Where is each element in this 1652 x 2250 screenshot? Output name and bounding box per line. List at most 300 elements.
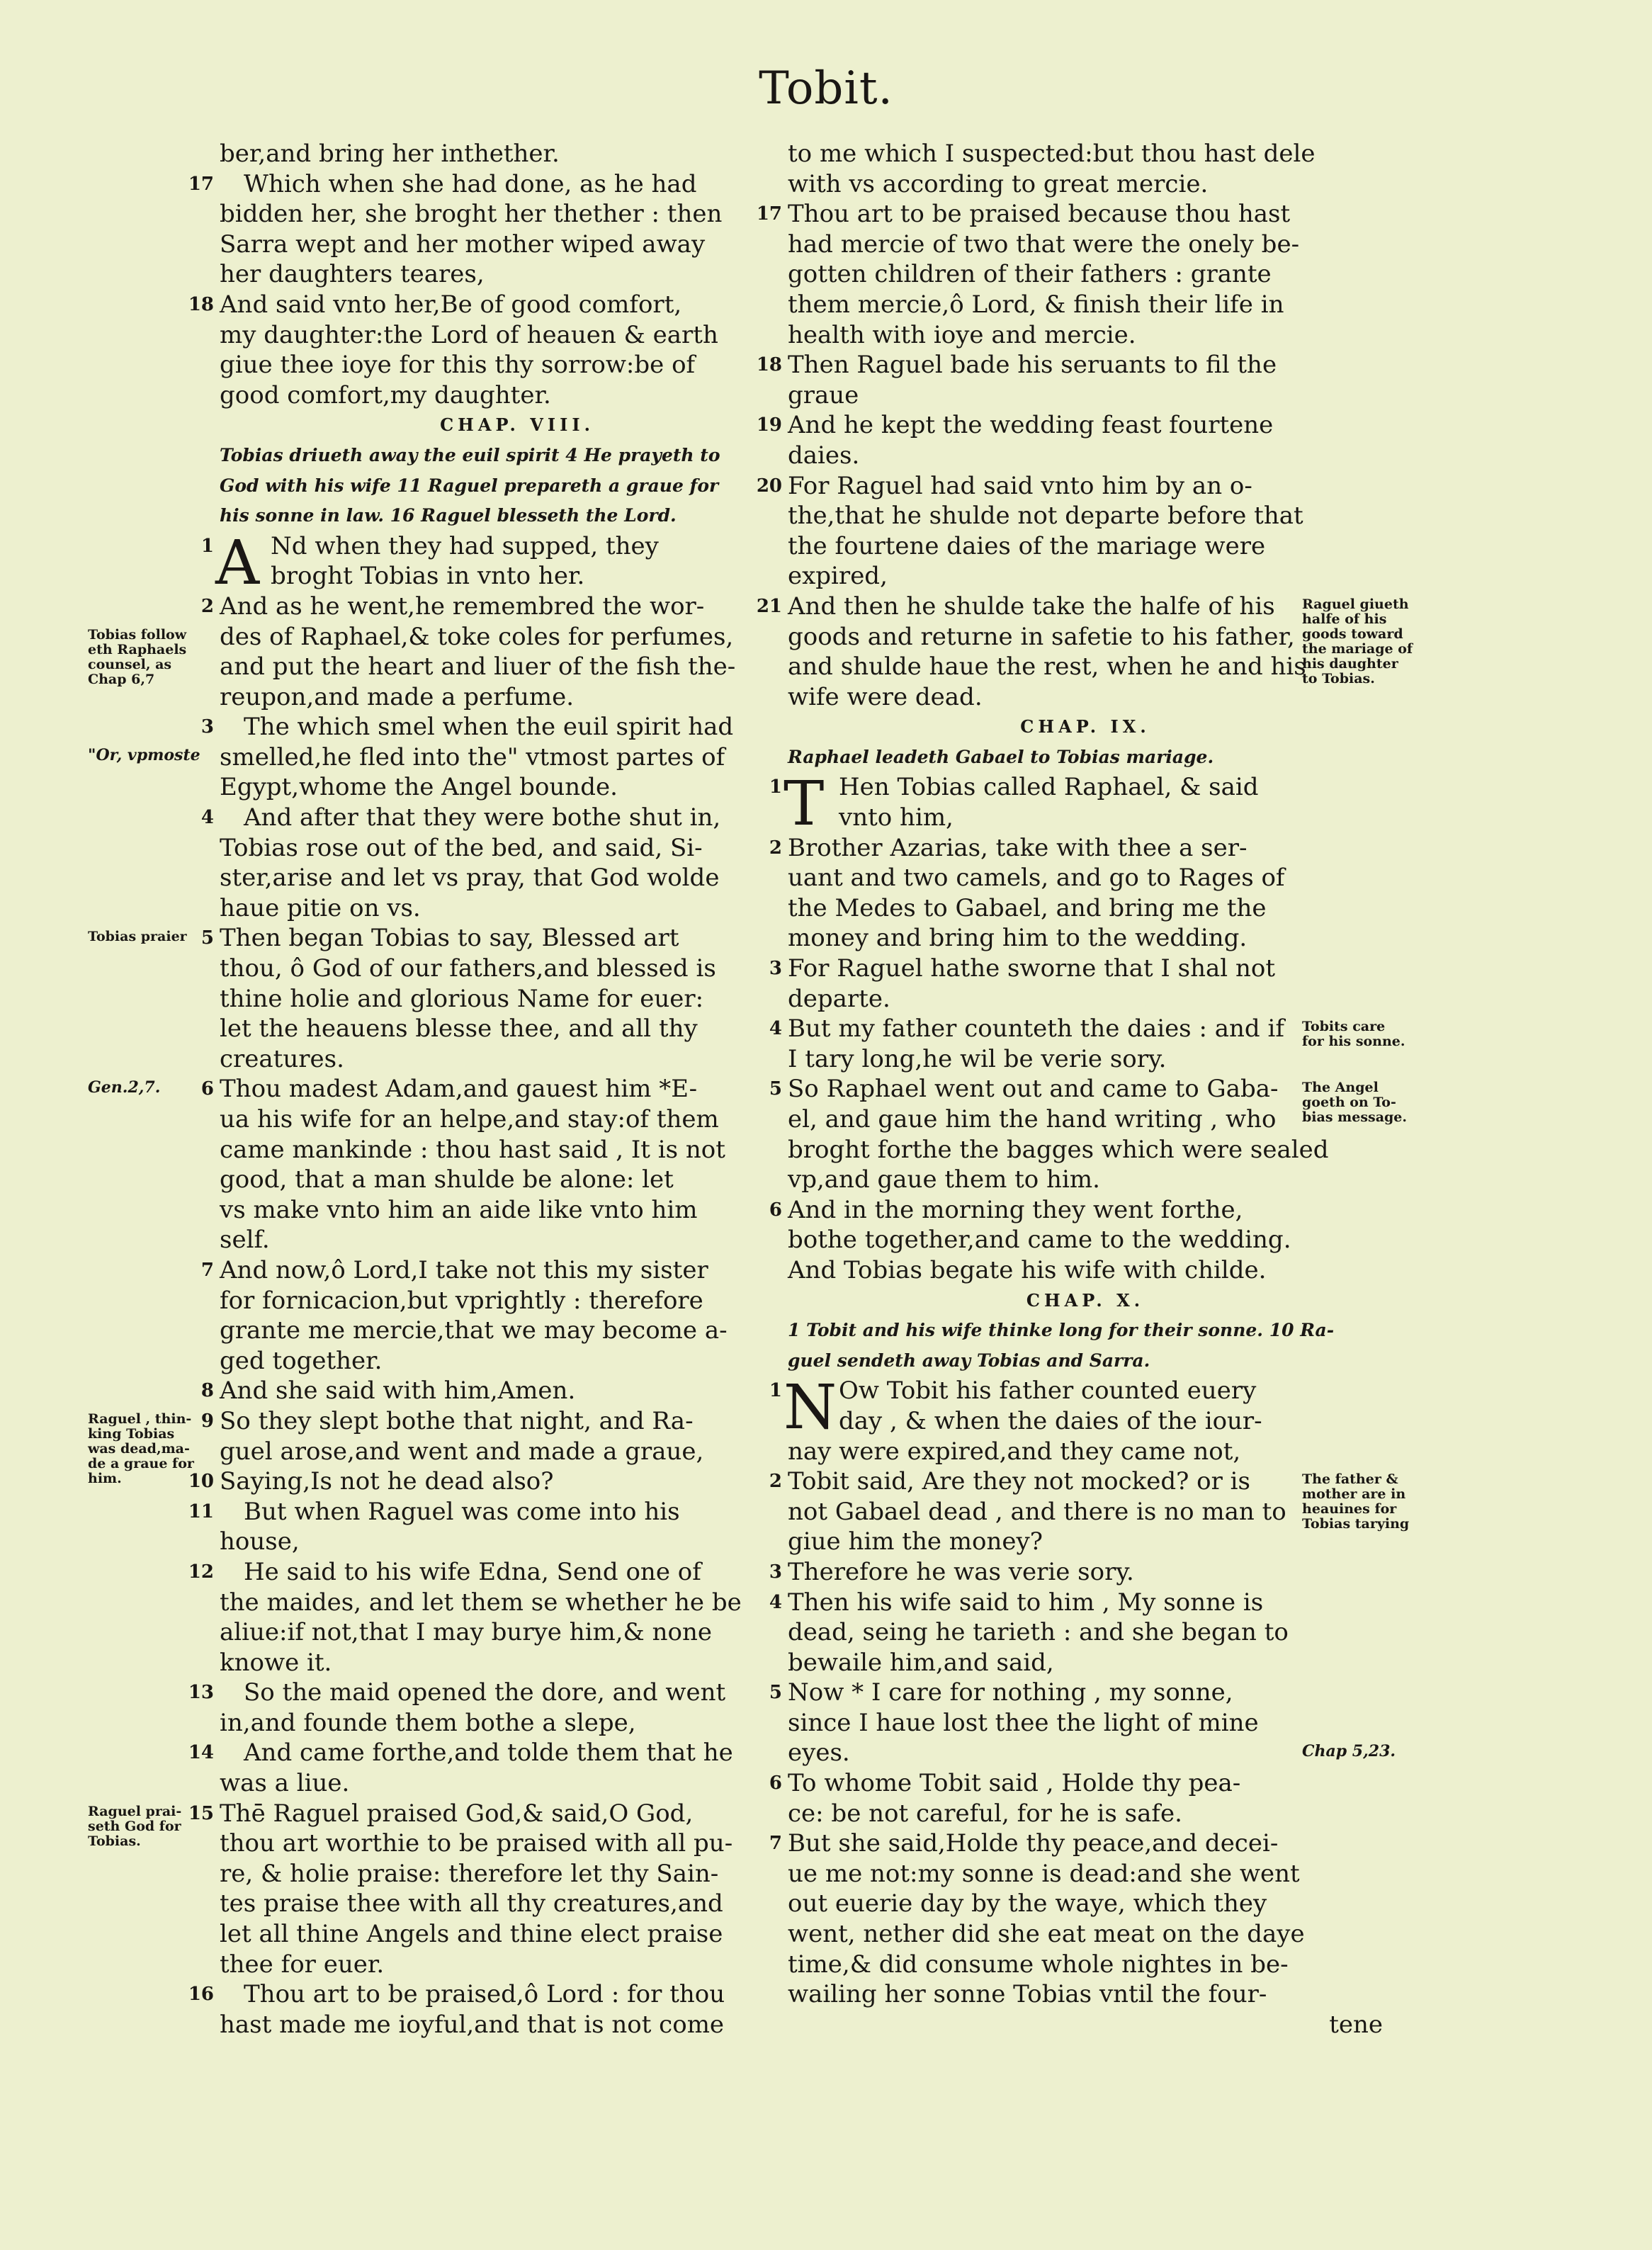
line-text: day , & when the daies of the iour-: [839, 1406, 1262, 1435]
text-line: [200, 712, 815, 742]
verse-number: 17: [756, 203, 782, 225]
line-text: uant and two camels, and go to Rages of: [788, 864, 1285, 893]
verse-number: 21: [756, 595, 782, 617]
text-line: [788, 441, 1383, 471]
line-text: Thou art to be praised because thou hast: [788, 200, 1291, 229]
text-line: [220, 1859, 815, 1889]
margin-note: [88, 1804, 181, 1849]
verse-number: 20: [756, 475, 782, 497]
margin-note-line: bias message.: [1302, 1109, 1408, 1125]
text-line: [769, 1678, 1383, 1708]
line-text: Sarra wept and her mother wiped away: [220, 230, 706, 259]
margin-note: [1302, 1019, 1405, 1049]
line-text: Tobias driueth away the euil spirit 4 He prayeth to: [220, 444, 720, 465]
line-text: the Medes to Gabael, and bring me the: [788, 893, 1267, 922]
verse-number: 3: [769, 1561, 782, 1583]
text-line: [220, 1708, 815, 1739]
margin-note-line: Tobits care: [1302, 1019, 1386, 1035]
verse-number: 6: [200, 1078, 214, 1100]
text-line: [188, 1979, 815, 2010]
margin-note-line: The Angel: [1302, 1079, 1379, 1095]
text-line: [220, 954, 815, 984]
text-line: [220, 742, 815, 773]
text-line: [220, 1768, 815, 1799]
line-text: graue: [788, 380, 859, 409]
text-line: [788, 1104, 1383, 1135]
line-text: vs make vnto him an aide like vnto him: [220, 1195, 698, 1224]
margin-note-line: for his sonne.: [1302, 1034, 1405, 1050]
line-text: good comfort,my daughter.: [220, 380, 551, 409]
text-line: [788, 1437, 1383, 1467]
chapter-summary-line: [220, 471, 815, 502]
text-line: [756, 592, 1383, 622]
text-line: [788, 1255, 1383, 1286]
text-line: [769, 1074, 1383, 1104]
line-text: Then began Tobias to say, Blessed art: [220, 924, 679, 953]
line-text: eyes.: [788, 1739, 850, 1768]
margin-note-line: Tobias follow: [88, 626, 187, 643]
text-line: [220, 772, 815, 803]
verse-number: 1: [769, 1380, 782, 1402]
line-text: Brother Azarias, take with thee a ser-: [788, 833, 1248, 862]
text-line: [769, 954, 1383, 984]
margin-note: [88, 748, 200, 763]
line-text: Which when she had done, as he had: [244, 169, 697, 198]
text-line: [188, 1557, 815, 1588]
right-text-column: [756, 139, 1383, 2040]
text-line: [788, 1708, 1383, 1739]
verse-number: 14: [188, 1742, 214, 1764]
margin-note-line: Tobias praier: [88, 928, 187, 944]
margin-note-line: counsel, as: [88, 656, 172, 672]
chapter-summary-line: [788, 742, 1383, 773]
line-text: her daughters teares,: [220, 260, 485, 289]
verse-number: 4: [769, 1018, 782, 1040]
line-text: the maides, and let them se whether he be: [220, 1588, 742, 1617]
text-line: [788, 259, 1383, 290]
text-line: [200, 1074, 815, 1104]
line-text: thou, ô God of our fathers,and blessed is: [220, 954, 716, 983]
line-text: So Raphael went out and came to Gaba-: [788, 1075, 1279, 1104]
text-line: [788, 1889, 1383, 1919]
line-text: came mankinde : thou hast said , It is not: [220, 1135, 725, 1164]
text-line: [188, 169, 815, 200]
text-line: [769, 1828, 1383, 1859]
text-line: [220, 1165, 815, 1195]
line-text: And now,ô Lord,I take not this my sister: [220, 1255, 708, 1284]
verse-number: 12: [188, 1561, 214, 1583]
margin-note-line: mother are in: [1302, 1486, 1406, 1503]
text-line: [788, 320, 1383, 351]
text-line: [788, 984, 1383, 1014]
line-text: el, and gaue him the hand writing , who: [788, 1105, 1277, 1134]
line-text: But she said,Holde thy peace,and decei-: [788, 1829, 1279, 1858]
margin-note-line: halfe of his: [1302, 611, 1387, 627]
line-text: And he kept the wedding feast fourtene: [788, 411, 1274, 440]
text-line: [220, 1588, 815, 1618]
text-line: [756, 199, 1383, 230]
line-text: re, & holie praise: therefore let thy Sain-: [220, 1859, 719, 1888]
text-line: [788, 622, 1383, 652]
line-text: ua his wife for an helpe,and stay:of them: [220, 1105, 719, 1134]
line-text: CHAP. X.: [1026, 1289, 1145, 1311]
line-text: thine holie and glorious Name for euer:: [220, 984, 704, 1013]
line-text: vp,and gaue them to him.: [788, 1165, 1100, 1194]
running-title: Tobit.: [759, 62, 893, 115]
text-line: [756, 350, 1383, 380]
line-text: aliue:if not,that I may burye him,& none: [220, 1618, 712, 1647]
line-text: To whome Tobit said , Holde thy pea-: [788, 1769, 1241, 1798]
line-text: Raphael leadeth Gabael to Tobias mariage.: [788, 746, 1214, 767]
text-line: [200, 803, 815, 833]
line-text: 1 Tobit and his wife thinke long for their sonne. 10 Ra-: [788, 1320, 1335, 1341]
line-text: nay were expired,and they came not,: [788, 1437, 1241, 1466]
margin-note-line: king Tobias: [88, 1426, 175, 1442]
line-text: health with ioye and mercie.: [788, 320, 1136, 349]
line-text: ue me not:my sonne is dead:and she went: [788, 1859, 1300, 1888]
verse-number: 18: [756, 354, 782, 376]
left-text-column: [188, 139, 815, 2040]
line-text: had mercie of two that were the onely be-: [788, 230, 1300, 259]
line-text: time,& did consume whole nightes in be-: [788, 1950, 1289, 1979]
text-line: [220, 259, 815, 290]
margin-note-line: Raguel giueth: [1302, 597, 1409, 612]
text-line: [220, 1346, 815, 1376]
line-text: tene: [1329, 2010, 1383, 2039]
line-text: wailing her sonne Tobias vntil the four-: [788, 1980, 1267, 2009]
margin-note-line: eth Raphaels: [88, 641, 187, 657]
line-text: For Raguel hathe sworne that I shal not: [788, 954, 1276, 983]
margin-note-line: him.: [88, 1471, 122, 1487]
line-text: goods and returne in safetie to his father,: [788, 622, 1295, 651]
text-line: [788, 1950, 1383, 1980]
margin-note: [1302, 1472, 1409, 1532]
text-line: [188, 1497, 815, 1527]
margin-note-line: "Or, vpmoste: [88, 746, 200, 764]
verse-number: 15: [188, 1802, 214, 1824]
line-text: let all thine Angels and thine elect praise: [220, 1920, 723, 1949]
text-line: [788, 2010, 1383, 2040]
text-line: [220, 2010, 815, 2040]
chapter-heading: [788, 1286, 1383, 1316]
line-text: bidden her, she broght her thether : then: [220, 200, 723, 229]
verse-number: 11: [188, 1500, 214, 1522]
text-line: [220, 199, 815, 230]
text-line: [220, 1919, 815, 1950]
line-text: thou art worthie to be praised with all pu-: [220, 1829, 733, 1858]
text-line: [220, 1617, 815, 1648]
text-line: [788, 290, 1383, 320]
text-line: [769, 1195, 1383, 1226]
line-text: And in the morning they went forthe,: [788, 1195, 1243, 1224]
text-line: [769, 1557, 1383, 1588]
line-text: giue thee ioye for this thy sorrow:be of: [220, 351, 696, 380]
text-line: [788, 230, 1383, 260]
margin-note-line: goods toward: [1302, 626, 1403, 642]
text-line: [220, 682, 815, 713]
line-text: them mercie,ô Lord, & finish their life in: [788, 290, 1284, 319]
line-text: let the heauens blesse thee, and all thy: [220, 1014, 698, 1044]
chapter-summary-line: [220, 501, 815, 531]
line-text: CHAP. VIII.: [440, 414, 594, 436]
line-text: Thē Raguel praised God,& said,O God,: [220, 1799, 694, 1828]
margin-note: [88, 1412, 194, 1486]
text-line: [769, 1014, 1383, 1044]
line-text: to me which I suspected:but thou hast dele: [788, 140, 1316, 168]
margin-note-line: Raguel prai-: [88, 1804, 182, 1819]
line-text: ster,arise and let vs pray, that God wolde: [220, 864, 720, 893]
text-line: [756, 471, 1383, 502]
line-text: expired,: [788, 562, 888, 591]
text-line: [220, 1044, 815, 1075]
line-text: gotten children of their fathers : grante: [788, 260, 1272, 289]
verse-number: 8: [200, 1380, 214, 1402]
line-text: ce: be not careful, for he is safe.: [788, 1799, 1182, 1828]
text-line: [788, 1738, 1383, 1768]
line-text: and shulde haue the rest, when he and his: [788, 652, 1306, 682]
text-line: [220, 1225, 815, 1255]
margin-note-line: seth God for: [88, 1819, 181, 1834]
line-text: bothe together,and came to the wedding.: [788, 1226, 1291, 1255]
verse-number: 1: [200, 535, 214, 557]
line-text: Now * I care for nothing , my sonne,: [788, 1678, 1233, 1707]
line-text: And said vnto her,Be of good comfort,: [220, 290, 682, 319]
line-text: God with his wife 11 Raguel prepareth a graue for: [220, 475, 719, 496]
text-line: [788, 1044, 1383, 1075]
text-line: [769, 1768, 1383, 1799]
line-text: self.: [220, 1226, 270, 1255]
text-line: [220, 350, 815, 380]
line-text: smelled,he fled into the" vtmost partes of: [220, 742, 725, 771]
chapter-summary-line: [788, 1346, 1383, 1376]
line-text: wife were dead.: [788, 682, 983, 711]
margin-note-line: Gen.2,7.: [88, 1078, 161, 1097]
line-text: ber,and bring her inthether.: [220, 140, 560, 168]
text-line: [769, 833, 1383, 864]
line-text: since I haue lost thee the light of mine: [788, 1708, 1259, 1737]
line-text: was a liue.: [220, 1769, 350, 1798]
text-line: [220, 1104, 815, 1135]
text-line: [220, 1286, 815, 1316]
verse-number: 7: [200, 1259, 214, 1281]
verse-number: 1: [769, 776, 782, 798]
text-line: [788, 1135, 1383, 1165]
margin-note-line: goeth on To-: [1302, 1094, 1396, 1110]
verse-number: 10: [188, 1471, 214, 1493]
text-line: [220, 863, 815, 893]
line-text: Tobit said, Are they not mocked? or is: [788, 1467, 1250, 1496]
line-text: He said to his wife Edna, Send one of: [244, 1557, 701, 1586]
text-line: [788, 682, 1383, 713]
verse-number: 5: [769, 1682, 782, 1704]
line-text: Thou madest Adam,and gauest him *E-: [220, 1075, 698, 1104]
text-line: [788, 561, 1383, 592]
line-text: Nd when they had supped, they: [271, 531, 659, 560]
verse-number: 7: [769, 1833, 782, 1855]
line-text: And came forthe,and tolde them that he: [244, 1739, 733, 1768]
line-text: Tobias rose out of the bed, and said, Si-: [220, 833, 703, 862]
drop-cap: N: [783, 1372, 837, 1444]
drop-cap: T: [783, 769, 825, 840]
line-text: the,that he shulde not departe before that: [788, 502, 1303, 531]
line-text: And she said with him,Amen.: [220, 1376, 576, 1406]
text-line: [788, 1406, 1383, 1437]
line-text: money and bring him to the wedding.: [788, 924, 1248, 953]
line-text: The which smel when the euil spirit had: [244, 713, 734, 742]
margin-note-line: de a graue for: [88, 1456, 194, 1472]
verse-number: 19: [756, 414, 782, 436]
text-line: [220, 1014, 815, 1044]
text-line: [220, 652, 815, 682]
text-line: [788, 923, 1383, 954]
chapter-summary-line: [220, 441, 815, 471]
line-text: reupon,and made a perfume.: [220, 682, 575, 711]
line-text: Thou art to be praised,ô Lord : for thou: [244, 1980, 725, 2009]
text-line: [220, 1437, 815, 1467]
text-line: [188, 1466, 815, 1497]
text-line: [220, 1195, 815, 1226]
verse-number: 4: [769, 1591, 782, 1613]
text-line: [200, 592, 815, 622]
text-line: [188, 1678, 815, 1708]
text-line: [788, 139, 1383, 169]
line-text: out euerie day by the waye, which they: [788, 1889, 1267, 1918]
line-text: daies.: [788, 441, 860, 470]
margin-note: [1302, 1741, 1396, 1760]
line-text: creatures.: [220, 1044, 344, 1073]
line-text: And as he went,he remembred the wor-: [220, 592, 705, 621]
margin-note: [1302, 597, 1413, 686]
line-text: Hen Tobias called Raphael, & said: [839, 773, 1259, 802]
text-line: [788, 531, 1383, 562]
line-text: guel arose,and went and made a graue,: [220, 1437, 704, 1466]
text-line: [788, 652, 1383, 682]
text-line: [220, 984, 815, 1014]
text-line: [788, 1527, 1383, 1557]
text-line: [200, 923, 815, 954]
text-line: [788, 863, 1383, 893]
text-line: [220, 622, 815, 652]
text-line: [200, 1376, 815, 1406]
line-text: grante me mercie,that we may become a-: [220, 1316, 728, 1345]
text-line: [788, 501, 1383, 531]
verse-number: 5: [200, 927, 214, 949]
margin-note-line: was dead,ma-: [88, 1441, 190, 1457]
text-line: [788, 1979, 1383, 2010]
line-text: his sonne in law. 16 Raguel blesseth the Lord.: [220, 505, 677, 526]
drop-cap: A: [215, 527, 260, 599]
line-text: Saying,Is not he dead also?: [220, 1467, 554, 1496]
line-text: ged together.: [220, 1346, 383, 1375]
line-text: my daughter:the Lord of heauen & earth: [220, 320, 718, 349]
text-line: [788, 380, 1383, 411]
verse-number: 3: [769, 958, 782, 980]
line-text: and put the heart and liuer of the fish the-: [220, 652, 736, 682]
verse-number: 9: [200, 1410, 214, 1432]
line-text: dead, seing he tarieth : and she began to: [788, 1618, 1289, 1647]
text-line: [220, 893, 815, 924]
text-line: [788, 169, 1383, 200]
text-line: [220, 1135, 815, 1165]
line-text: guel sendeth away Tobias and Sarra.: [788, 1350, 1150, 1371]
margin-note-line: The father &: [1302, 1471, 1398, 1488]
text-line: [788, 1497, 1383, 1527]
margin-note-line: to Tobias.: [1302, 671, 1375, 686]
line-text: Therefore he was verie sory.: [788, 1557, 1134, 1586]
line-text: hast made me ioyful,and that is not come: [220, 2010, 725, 2039]
text-line: [220, 833, 815, 864]
text-line: [188, 1799, 815, 1829]
text-line: [220, 380, 815, 411]
text-line: [788, 893, 1383, 924]
line-text: giue him the money?: [788, 1527, 1043, 1556]
line-text: And then he shulde take the halfe of his: [788, 592, 1275, 621]
margin-note-line: his daughter: [1302, 656, 1398, 672]
chapter-heading: [220, 410, 815, 441]
line-text: not Gabael dead , and there is no man to: [788, 1497, 1286, 1526]
line-text: But my father counteth the daies : and if: [788, 1014, 1284, 1044]
line-text: I tary long,he wil be verie sory.: [788, 1044, 1167, 1073]
text-line: [188, 1738, 815, 1768]
text-line: [220, 1828, 815, 1859]
text-line: [220, 1527, 815, 1557]
line-text: Then Raguel bade his seruants to fil the: [788, 351, 1277, 380]
margin-note: [88, 929, 187, 944]
text-line: [788, 1165, 1383, 1195]
line-text: vnto him,: [839, 803, 954, 832]
line-text: des of Raphael,& toke coles for perfumes,: [220, 622, 734, 651]
verse-number: 4: [200, 807, 214, 829]
margin-note: [1302, 1080, 1407, 1125]
verse-number: 17: [188, 173, 214, 195]
verse-number: 2: [200, 595, 214, 617]
verse-number: 6: [769, 1773, 782, 1794]
line-text: departe.: [788, 984, 890, 1013]
margin-note-line: the mariage of: [1302, 641, 1413, 657]
line-text: house,: [220, 1527, 300, 1556]
text-line: [220, 1316, 815, 1346]
margin-note-line: Chap 6,7: [88, 671, 155, 687]
text-line: [220, 320, 815, 351]
margin-note: [88, 628, 186, 687]
line-text: in,and founde them bothe a slepe,: [220, 1708, 636, 1737]
verse-number: 6: [769, 1199, 782, 1221]
text-line: [220, 230, 815, 260]
text-line: [769, 1588, 1383, 1618]
verse-number: 2: [769, 1471, 782, 1493]
text-line: [769, 1466, 1383, 1497]
text-line: [200, 1255, 815, 1286]
text-line: [788, 1648, 1383, 1678]
line-text: For Raguel had said vnto him by an o-: [788, 471, 1252, 500]
text-line: [188, 290, 815, 320]
line-text: Egypt,whome the Angel bounde.: [220, 773, 618, 802]
margin-note-line: heauines for: [1302, 1501, 1397, 1517]
line-text: broght Tobias in vnto her.: [271, 562, 585, 591]
line-text: the fourtene daies of the mariage were: [788, 531, 1266, 560]
margin-note-line: Chap 5,23.: [1302, 1741, 1396, 1760]
line-text: So the maid opened the dore, and went: [244, 1678, 726, 1707]
chapter-summary-line: [788, 1316, 1383, 1346]
margin-note-line: Tobias tarying: [1302, 1516, 1410, 1532]
text-line: [220, 1648, 815, 1678]
text-line: [788, 1617, 1383, 1648]
line-text: knowe it.: [220, 1648, 332, 1677]
line-text: So they slept bothe that night, and Ra-: [220, 1406, 694, 1435]
text-line: [200, 1406, 815, 1437]
line-text: with vs according to great mercie.: [788, 169, 1209, 198]
verse-number: 16: [188, 1984, 214, 2006]
